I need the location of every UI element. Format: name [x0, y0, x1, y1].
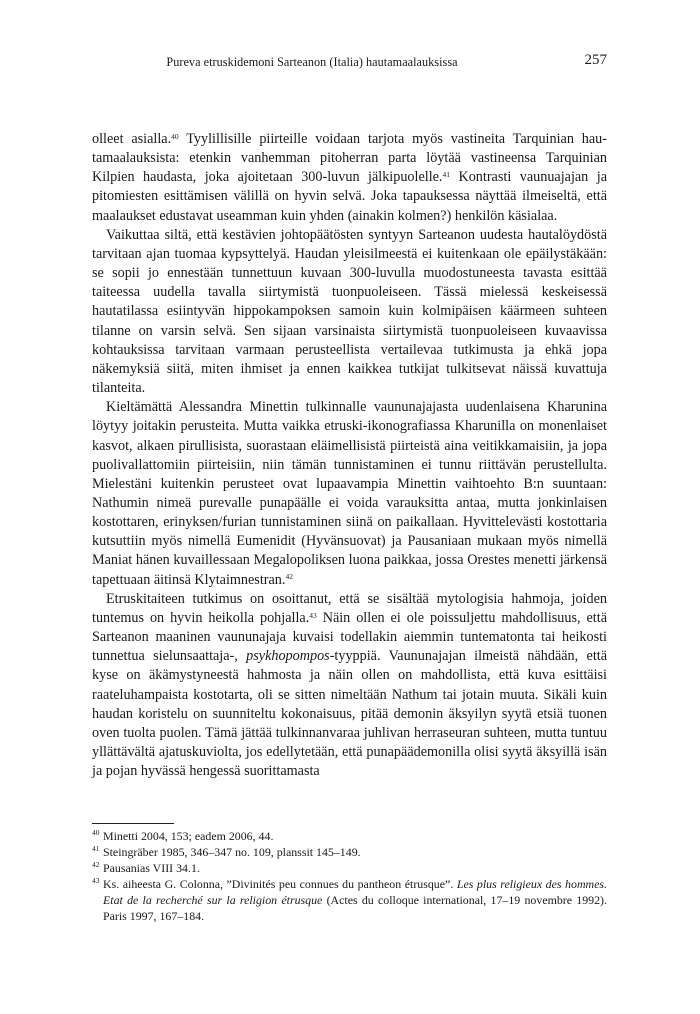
text-run: -tyyppiä. Vaununajajan ilmeistä nähdään, että kyse on äkämystyneestä hahmosta ja näin ollen on mahdollista, että kuva esittäisi raateluhampaista kostotarta, oli se sitten nimeltään Nathum tai jotain muuta. Sikäli kuin haudan koristelu on suunniteltu kokonaisuus, pitää demonin äksyilyn syytä etsiä tuonen oven tuolta puolen. Tämä jättää tulkinnanvaraa juhlivan herraseuran suhteen, mutta tuntuu yllättävältä ajatuskuviolta, jos edellytetään, että punapäädemonilla olisi syytä äksyillä isän ja pojan hyvässä hengessä suorittamasta	[92, 648, 607, 780]
italic-text: psykhopompos	[246, 648, 330, 665]
text-run: Vaikuttaa siltä, että kestävien johtopäätösten syntyyn Sarteanon uudesta hautalöydöstä tarvitaan ajan tuomaa kypsyttelyä. Haudan yleisilmeestä ei kuitenkaan ole epäilystäkään: se sopii jo ennestään tunnettuun kuvaan 300-luvulla muodostuneesta tavasta esittää taiteessa uudella tavalla siirtymistä tuonpuoleiseen. Tässä mielessä keskeisessä hautatilassa esiintyvän hippokampoksen samoin kuin kolmipäisen käärmeen suhteen tilanne on varsin selvä. Sen sijaan varsinaista siirtymistä tuonpuoleiseen kuvaavissa kohtauksissa tarvitaan varmaan perusteellista vertailevaa tutkimusta ja ehkä jopa näkemyksiä siitä, miten ihmiset ja ennen kaikkea tutkijat tulkitsevat näissä kuvattuja tilanteita.	[92, 226, 607, 397]
footnote	[92, 828, 607, 844]
text-run: Etruskitaiteen tutkimus on osoittanut, että se sisältää mytologisia hahmoja, joiden tuntemus on hyvin heikolla pohjalla.	[92, 590, 607, 626]
footnote-ref: 43	[309, 610, 317, 620]
text-run: olleet asialla.	[92, 131, 172, 147]
footnote-ref: 42	[285, 572, 293, 582]
footnote-number: 42	[92, 860, 100, 869]
paragraph	[92, 130, 607, 226]
footnote	[92, 844, 607, 860]
footnote	[92, 876, 607, 924]
footnote-number: 41	[92, 844, 100, 853]
text-run: Kontrasti vaunuajajan ja pitomiesten esittämisen välillä on hyvin selvä. Joka tapauksessa näyttää ilmeiseltä, että maalaukset edustavat useamman kuin yhden (ainakin kolmen?) henkilön käsialaa.	[92, 169, 607, 224]
page-number: 257	[584, 52, 607, 68]
paragraph	[92, 226, 607, 398]
footnotes	[92, 823, 607, 924]
text-run: Näin ollen ei ole poissuljettu mahdollisuus, että Sarteanon maaninen vaununajaja kuvaisi todellakin aiemmin tuntematonta tai heikosti tunnettua sielunsaattaja-,	[92, 609, 607, 665]
text-run: Pausanias VIII 34.1.	[103, 861, 200, 875]
footnote-separator	[92, 823, 174, 824]
italic-text: Les plus religieux des hommes. Etat de la recherché sur la religion étrusque	[103, 877, 608, 907]
running-title: Pureva etruskidemoni Sarteanon (Italia) hautamaalauksissa	[166, 55, 458, 69]
footnote	[92, 860, 607, 876]
paragraph	[92, 590, 607, 782]
footnote-number: 43	[92, 876, 100, 885]
body-text	[92, 130, 607, 781]
text-run: Minetti 2004, 153; eadem 2006, 44.	[103, 829, 274, 843]
text-run: Steingräber 1985, 346–347 no. 109, planssit 145–149.	[103, 845, 361, 859]
running-head	[92, 51, 607, 71]
footnote-number: 40	[92, 828, 100, 837]
footnote-ref: 41	[442, 170, 450, 180]
text-run: Ks. aiheesta G. Colonna, ”Divinités peu connues du pantheon étrusque”.	[103, 877, 457, 891]
paragraph	[92, 398, 607, 590]
text-run: Kieltämättä Alessandra Minettin tulkinnalle vaununajajasta uudenlaisena Kharunina löytyy joitakin perusteita. Mutta vaikka etruski-ikonografiassa Kharunilla on monenlaiset kasvot, alkaen pirullisista, suorastaan eläimellisistä piirteistä aina veitikkamaisiin, ja jopa puolivallattomiin piirteisiin, niin tämän tunnistaminen ei tunnu riittävän perustellulta. Mielestäni kuitenkin perusteet ovat lupaavampia Minettin vaihtoehto B:n suuntaan: Nathumin nimeä purevalle punapäälle ei voida varauksitta antaa, mutta jonkinlaisen kostottaren, erinyksen/furian tunnistaminen siinä on paikallaan. Hyvittelevästi kostottaria kutsuttiin myös nimellä Eumenidit (Hyvänsuovat) ja Pausaniaan mukaan myös nimellä Maniat hänen kuvaillessaan Megalopoliksen luona paikkaa, jossa Orestes menetti järkensä tapettuaan äitinsä Klytaimnestran.	[92, 399, 607, 588]
footnote-ref: 40	[171, 131, 179, 141]
text-run: (Actes du colloque international, 17–19 novembre 1992). Paris 1997, 167–184.	[103, 893, 607, 923]
text-run: Tyylillisille piirteille voidaan tarjota myös vastineita Tarquinian hautamaalauksista: etenkin vanhemman pitoherran parta löytää vastineensa Tarquinian Kilpien haudasta, joka ajoitetaan 300-luvun jälkipuolelle.	[92, 131, 607, 186]
